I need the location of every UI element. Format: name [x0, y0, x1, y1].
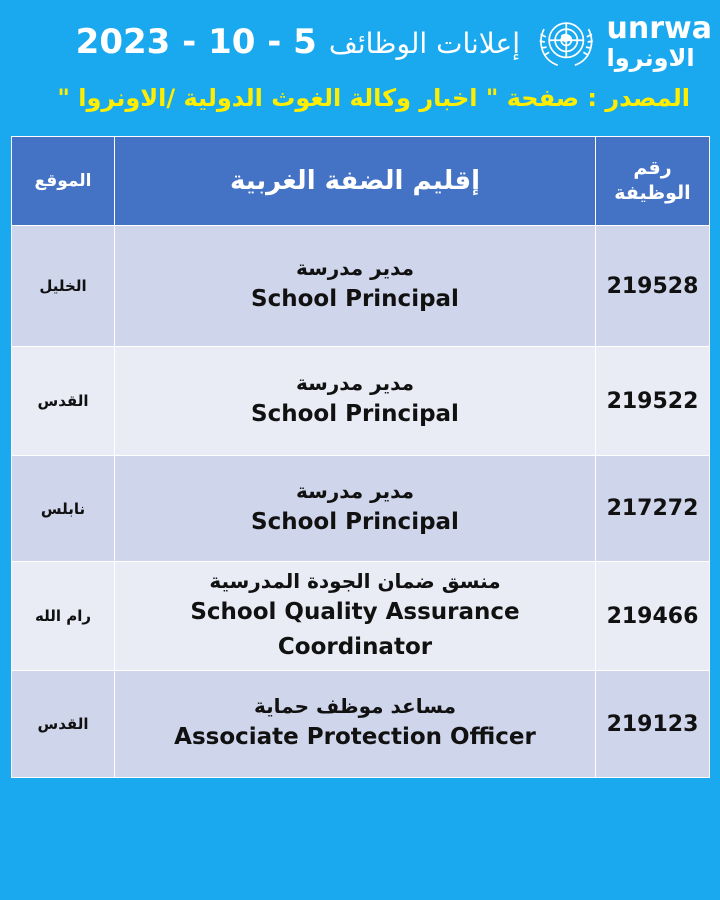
job-title — [115, 456, 596, 562]
job-location: القدس — [12, 347, 115, 456]
job-title-ar: منسق ضمان الجودة المدرسية — [209, 569, 501, 593]
job-number: 219466 — [596, 562, 710, 671]
job-title — [115, 226, 596, 347]
logo-text-ar: الاونروا — [606, 44, 695, 72]
job-location: الخليل — [12, 226, 115, 347]
column-header-location: الموقع — [12, 137, 115, 226]
job-title-ar: مساعد موظف حماية — [254, 694, 456, 719]
column-header-job-number: رقم الوظيفة — [596, 137, 710, 226]
table-row — [12, 671, 710, 778]
job-title — [115, 671, 596, 778]
job-title — [115, 347, 596, 456]
job-title-ar: مدير مدرسة — [295, 256, 415, 281]
job-title-en: School Principal — [251, 401, 459, 428]
job-location: نابلس — [12, 456, 115, 562]
job-title-en: Associate Protection Officer — [174, 724, 536, 751]
job-location: القدس — [12, 671, 115, 778]
job-number: 217272 — [596, 456, 710, 562]
job-title-en: School Quality Assurance Coordinator — [190, 599, 520, 660]
table-row — [12, 226, 710, 347]
un-emblem-icon — [532, 9, 601, 75]
title-row — [40, 22, 520, 62]
page-title: إعلانات الوظائف — [328, 27, 520, 60]
column-header-region: إقليم الضفة الغربية — [115, 137, 596, 226]
job-title-ar: مدير مدرسة — [295, 478, 415, 503]
job-title-en: School Principal — [251, 286, 459, 313]
table-row — [12, 562, 710, 671]
job-number: 219522 — [596, 347, 710, 456]
job-title — [115, 562, 596, 671]
job-number: 219123 — [596, 671, 710, 778]
unrwa-logo — [532, 8, 712, 76]
job-title-ar: مدير مدرسة — [295, 371, 415, 396]
job-number: 219528 — [596, 226, 710, 347]
logo-text-en: unrwa — [606, 11, 712, 46]
jobs-table — [11, 136, 710, 778]
source-line: المصدر : صفحة " اخبار وكالة الغوث الدولية /الاونروا " — [57, 84, 690, 112]
announcement-date: 2023 - 10 - 5 — [75, 22, 317, 62]
page-header — [0, 0, 720, 130]
job-title-en: School Principal — [251, 508, 459, 535]
table-header-row — [12, 137, 710, 226]
table-row — [12, 347, 710, 456]
table-row — [12, 456, 710, 562]
job-location: رام الله — [12, 562, 115, 671]
